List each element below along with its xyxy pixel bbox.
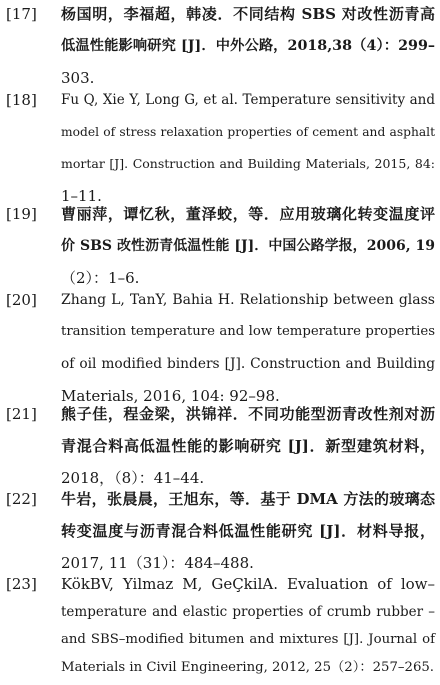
reference-text-line: KökBV, Yilmaz M, GeÇkilA. Evaluation of low–: [61, 575, 435, 593]
reference-number: [18]: [6, 91, 37, 109]
reference-text-line: Materials in Civil Engineering, 2012, 25（2）：257–265.: [61, 660, 435, 675]
reference-text-line: Zhang L, TanY, Bahia H. Relationship between glass: [61, 292, 435, 308]
reference-text-line: transition temperature and low temperature properties: [61, 324, 435, 339]
reference-text-line: 牛岩，张晨晨，王旭东，等．基于 DMA 方法的玻璃态: [61, 490, 435, 508]
reference-text-line: （2）：1–6.: [61, 269, 140, 287]
reference-number: [23]: [6, 575, 37, 593]
reference-text-line: 青混合料高低温性能的影响研究 [J]．新型建筑材料，: [61, 437, 435, 455]
reference-text-line: 303.: [61, 69, 95, 87]
reference-text-line: model of stress relaxation properties of cement and asphalt: [61, 125, 435, 139]
reference-text-line: 价 SBS 改性沥青低温性能 [J]．中国公路学报，2006, 19: [61, 238, 435, 254]
reference-text-line: 熊子佳，程金梁，洪锦祥．不同功能型沥青改性剂对沥: [61, 405, 435, 423]
reference-number: [22]: [6, 490, 37, 508]
reference-number: [20]: [6, 291, 37, 309]
reference-text-line: mortar [J]. Construction and Building Materials, 2015, 84:: [61, 156, 435, 171]
reference-text-line: 杨国明，李福超，韩凌．不同结构 SBS 对改性沥青高: [61, 5, 435, 23]
reference-text-line: 低温性能影响研究 [J]．中外公路，2018,38（4）：299–: [61, 38, 435, 54]
reference-text-line: 曹丽萍，谭忆秋，董泽蛟，等．应用玻璃化转变温度评: [61, 205, 435, 223]
reference-text-line: and SBS–modified bitumen and mixtures [J]. Journal of: [61, 632, 435, 647]
reference-text-line: Materials, 2016, 104: 92–98.: [61, 387, 280, 405]
reference-text-line: 转变温度与沥青混合料低温性能研究 [J]．材料导报，: [61, 522, 435, 540]
reference-text-line: 2018，（8）：41–44.: [61, 469, 205, 487]
reference-text-line: 1–11.: [61, 187, 102, 205]
reference-number: [19]: [6, 205, 37, 223]
reference-text-line: of oil modified binders [J]. Construction and Building: [61, 356, 435, 372]
reference-text-line: Fu Q, Xie Y, Long G, et al. Temperature sensitivity and: [61, 92, 435, 108]
reference-number: [17]: [6, 5, 37, 23]
reference-text-line: 2017, 11（31）：484–488.: [61, 554, 254, 572]
reference-number: [21]: [6, 405, 37, 423]
reference-text-line: temperature and elastic properties of crumb rubber –: [61, 604, 435, 620]
